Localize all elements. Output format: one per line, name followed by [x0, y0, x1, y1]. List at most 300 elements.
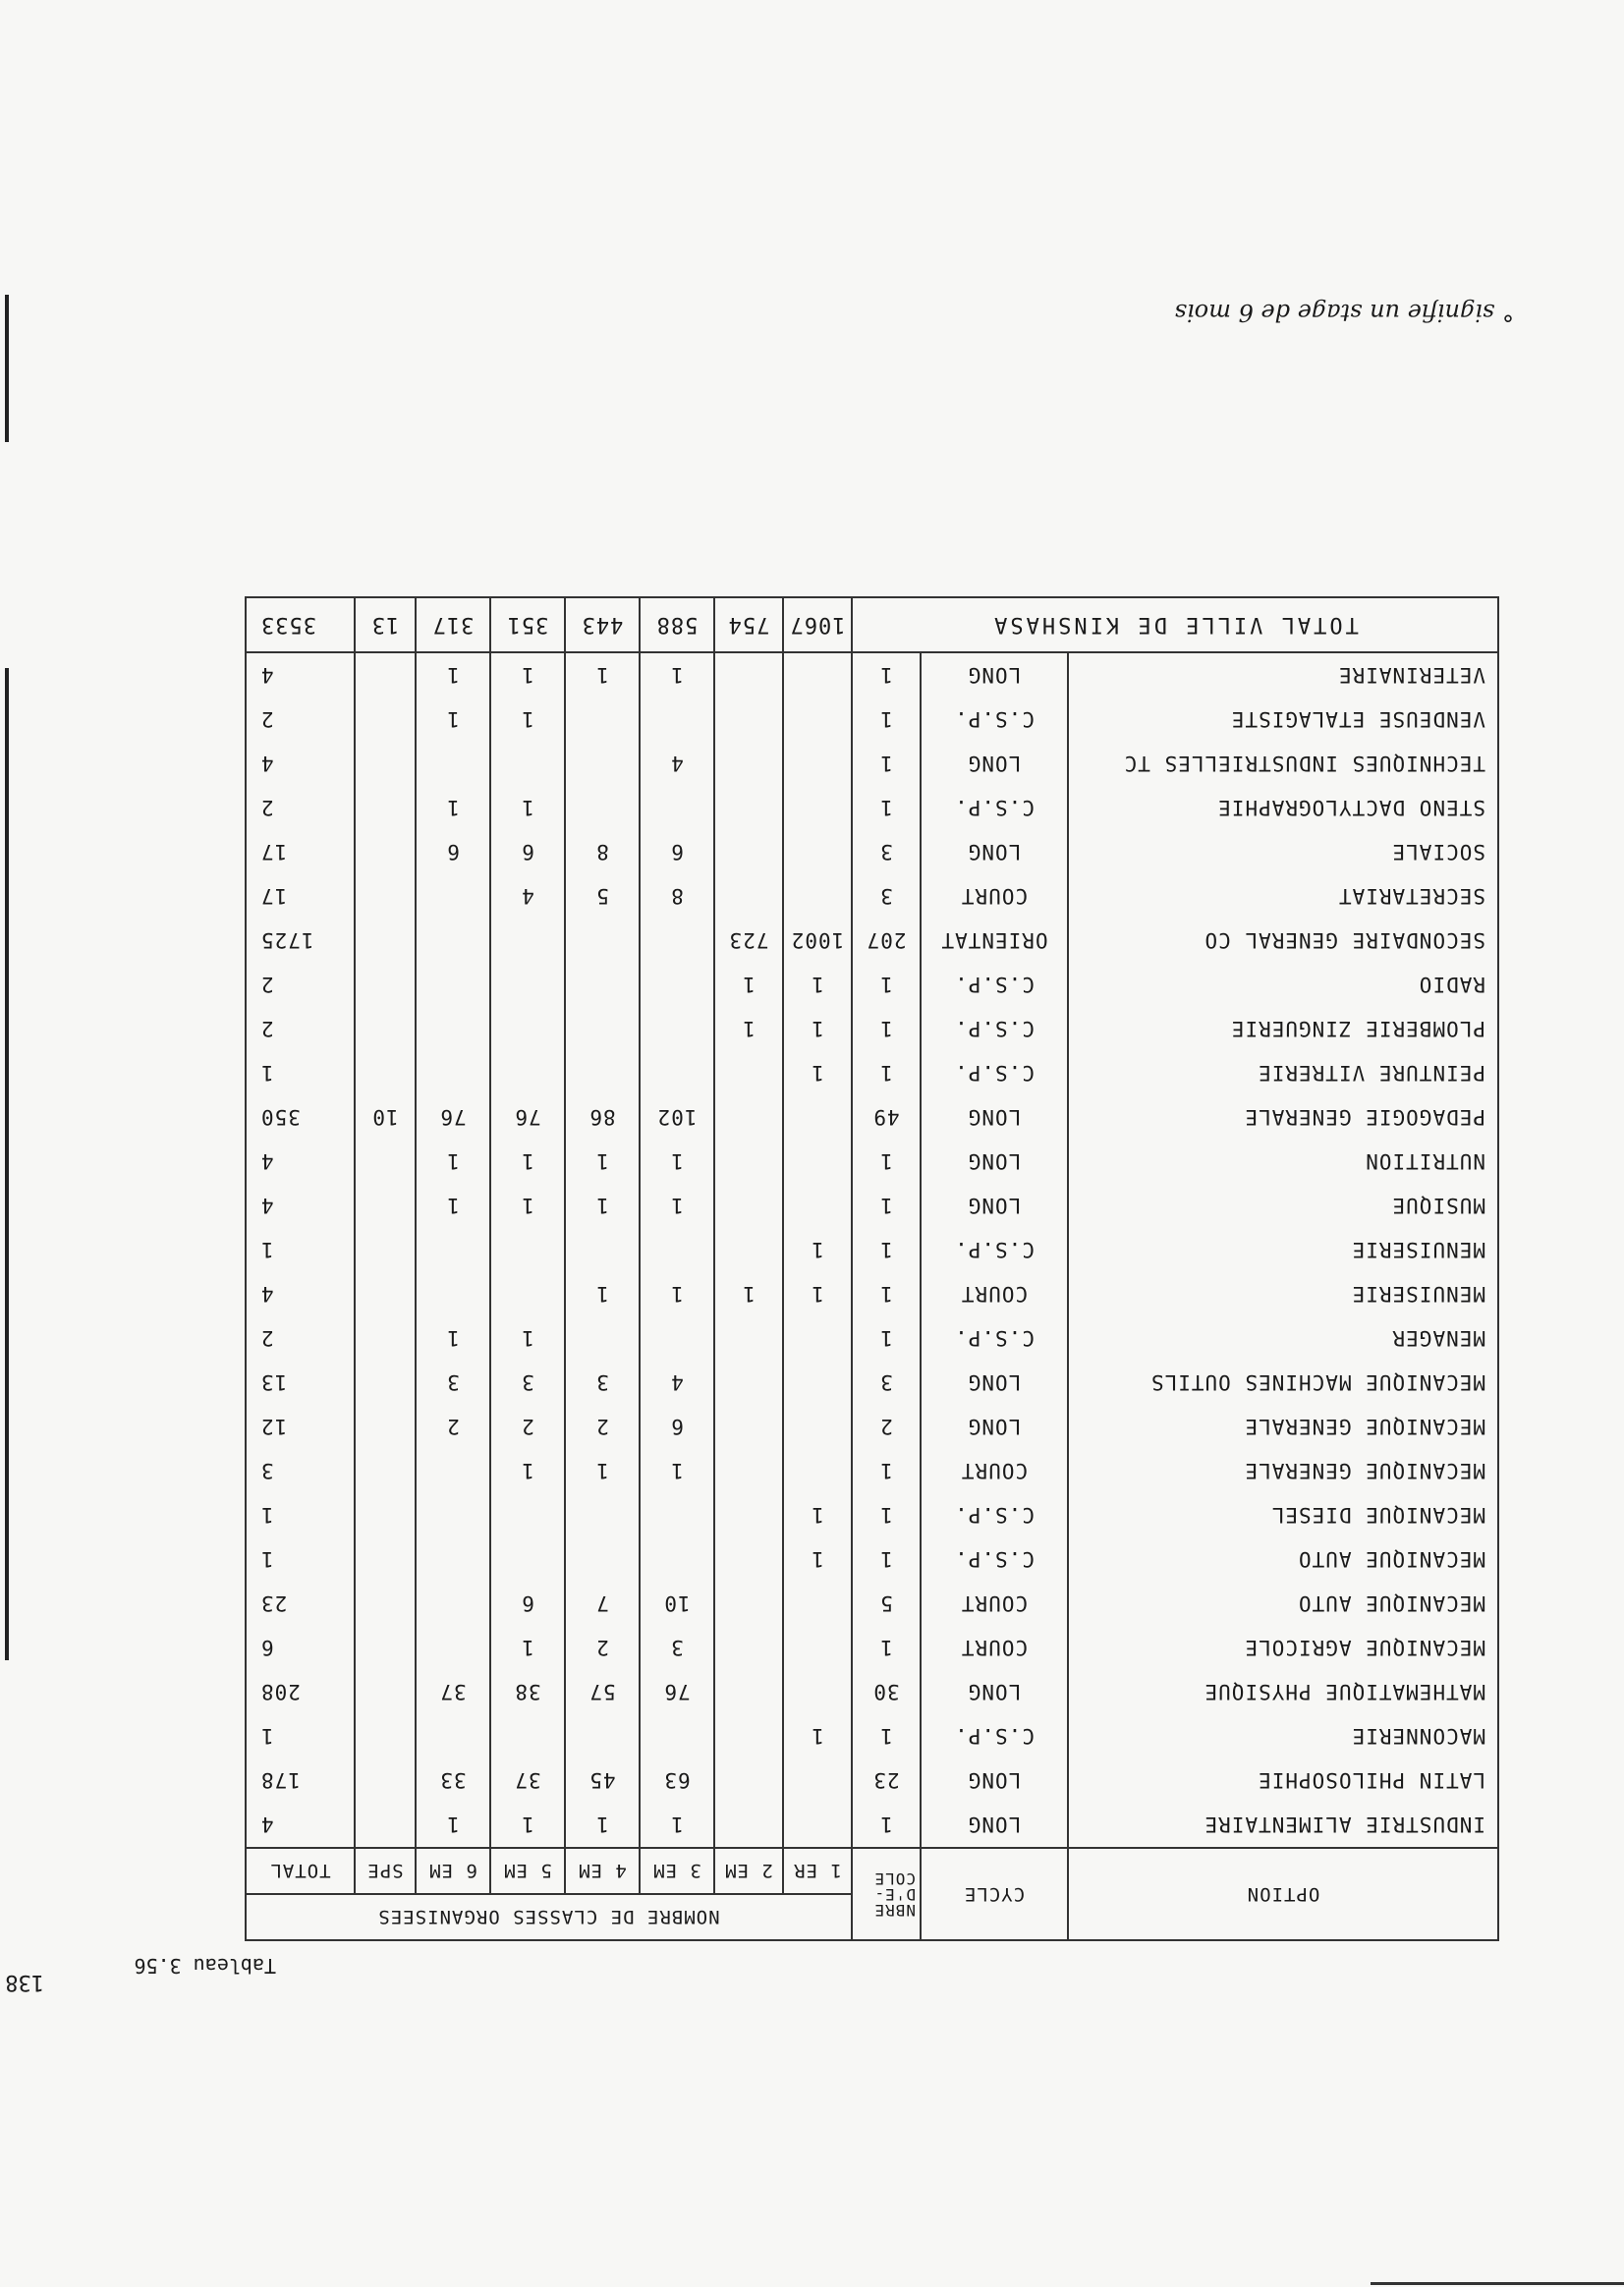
cell-c1: 1: [783, 1537, 852, 1582]
cell-c4: 1: [565, 1803, 640, 1848]
header-class-3: 4 EM: [565, 1848, 640, 1894]
cell-c6: 1: [416, 652, 490, 697]
cell-c2: [714, 786, 783, 830]
cell-c2: [714, 1582, 783, 1626]
cell-n: 1: [852, 1051, 921, 1095]
table-row: [246, 963, 1498, 1007]
cell-c5: [490, 919, 565, 963]
cell-c3: [640, 697, 714, 742]
cell-c1: [783, 742, 852, 786]
cell-n: 1: [852, 1007, 921, 1051]
total-label: TOTAL VILLE DE KINSHASA: [852, 597, 1498, 652]
cell-c2: [714, 1803, 783, 1848]
cell-c5: 1: [490, 1626, 565, 1670]
cell-c2: [714, 1714, 783, 1758]
cell-c3: 4: [640, 742, 714, 786]
total-c4: 443: [565, 597, 640, 652]
cell-c6: 37: [416, 1670, 490, 1714]
cell-n: 1: [852, 742, 921, 786]
cell-c2: [714, 697, 783, 742]
cell-c6: [416, 919, 490, 963]
cell-spe: [355, 1051, 416, 1095]
table-row: [246, 1493, 1498, 1537]
cell-spe: [355, 697, 416, 742]
cell-spe: [355, 1184, 416, 1228]
cell-c5: 37: [490, 1758, 565, 1803]
cell-total: 3: [246, 1449, 355, 1493]
cell-n: 1: [852, 1626, 921, 1670]
cell-c5: [490, 1051, 565, 1095]
cell-c3: [640, 1051, 714, 1095]
cell-spe: [355, 1316, 416, 1361]
cell-cycle: ORIENTAT: [921, 919, 1068, 963]
table-row: [246, 1361, 1498, 1405]
cell-c4: 1: [565, 1140, 640, 1184]
cell-spe: [355, 1272, 416, 1316]
cell-total: 2: [246, 697, 355, 742]
cell-c6: 1: [416, 1184, 490, 1228]
cell-c4: 8: [565, 830, 640, 874]
cell-c3: [640, 963, 714, 1007]
cell-c1: [783, 1361, 852, 1405]
cell-total: 2: [246, 963, 355, 1007]
cell-n: 23: [852, 1758, 921, 1803]
cell-total: 23: [246, 1582, 355, 1626]
cell-c2: [714, 1449, 783, 1493]
cell-c5: [490, 1228, 565, 1272]
cell-c5: 1: [490, 1140, 565, 1184]
cell-c2: [714, 742, 783, 786]
cell-total: 2: [246, 786, 355, 830]
cell-n: 1: [852, 1803, 921, 1848]
cell-c2: [714, 1140, 783, 1184]
cell-spe: [355, 1626, 416, 1670]
cell-total: 1: [246, 1714, 355, 1758]
cell-option: MATHEMATIQUE PHYSIQUE: [1068, 1670, 1498, 1714]
cell-c3: 63: [640, 1758, 714, 1803]
cell-n: 49: [852, 1095, 921, 1140]
cell-c5: 1: [490, 1803, 565, 1848]
cell-c1: [783, 1184, 852, 1228]
cell-c3: 76: [640, 1670, 714, 1714]
header-option: OPTION: [1068, 1848, 1498, 1940]
table-row: [246, 1184, 1498, 1228]
table-row: [246, 1316, 1498, 1361]
cell-c1: [783, 1670, 852, 1714]
cell-spe: [355, 1714, 416, 1758]
cell-c6: 76: [416, 1095, 490, 1140]
cell-c2: [714, 652, 783, 697]
cell-c1: [783, 830, 852, 874]
cell-spe: [355, 786, 416, 830]
cell-c5: 38: [490, 1670, 565, 1714]
table-row: [246, 1228, 1498, 1272]
cell-option: VETERINAIRE: [1068, 652, 1498, 697]
cell-spe: [355, 1803, 416, 1848]
cell-option: RADIO: [1068, 963, 1498, 1007]
cell-total: 178: [246, 1758, 355, 1803]
cell-c3: 1: [640, 1449, 714, 1493]
cell-spe: [355, 1582, 416, 1626]
cell-cycle: C.S.P.: [921, 963, 1068, 1007]
cell-cycle: COURT: [921, 1272, 1068, 1316]
cell-c5: [490, 1007, 565, 1051]
cell-option: MECANIQUE GENERALE: [1068, 1449, 1498, 1493]
header-class-4: 5 EM: [490, 1848, 565, 1894]
cell-c4: 86: [565, 1095, 640, 1140]
cell-n: 1: [852, 1272, 921, 1316]
cell-c5: 1: [490, 1316, 565, 1361]
table-row: [246, 1670, 1498, 1714]
table-row: [246, 1272, 1498, 1316]
cell-total: 4: [246, 1272, 355, 1316]
table-row: [246, 1714, 1498, 1758]
cell-c3: [640, 919, 714, 963]
cell-cycle: LONG: [921, 1095, 1068, 1140]
cell-option: MECANIQUE AUTO: [1068, 1537, 1498, 1582]
cell-n: 1: [852, 1228, 921, 1272]
cell-c5: [490, 1272, 565, 1316]
cell-total: 1: [246, 1228, 355, 1272]
cell-c1: [783, 652, 852, 697]
cell-n: 1: [852, 697, 921, 742]
cell-n: 1: [852, 1537, 921, 1582]
cell-spe: [355, 1670, 416, 1714]
cell-c2: [714, 1405, 783, 1449]
header-class-0: 1 ER: [783, 1848, 852, 1894]
header-class-2: 3 EM: [640, 1848, 714, 1894]
cell-c6: [416, 1493, 490, 1537]
cell-c4: 1: [565, 1449, 640, 1493]
total-c6: 317: [416, 597, 490, 652]
cell-c4: 5: [565, 874, 640, 919]
cell-n: 1: [852, 963, 921, 1007]
table-row: [246, 919, 1498, 963]
total-spe: 13: [355, 597, 416, 652]
cell-cycle: LONG: [921, 1803, 1068, 1848]
cell-n: 3: [852, 830, 921, 874]
cell-total: 1: [246, 1493, 355, 1537]
cell-c6: 1: [416, 786, 490, 830]
cell-c4: 57: [565, 1670, 640, 1714]
cell-option: MECANIQUE MACHINES OUTILS: [1068, 1361, 1498, 1405]
table-row: [246, 830, 1498, 874]
cell-cycle: C.S.P.: [921, 1051, 1068, 1095]
cell-c6: 6: [416, 830, 490, 874]
cell-option: MECANIQUE DIESEL: [1068, 1493, 1498, 1537]
total-total: 3533: [246, 597, 355, 652]
cell-c2: 1: [714, 1007, 783, 1051]
cell-c6: 1: [416, 1803, 490, 1848]
cell-n: 2: [852, 1405, 921, 1449]
cell-c3: [640, 1537, 714, 1582]
cell-option: PEDAGOGIE GENERALE: [1068, 1095, 1498, 1140]
cell-c2: 1: [714, 963, 783, 1007]
cell-total: 1725: [246, 919, 355, 963]
cell-c1: 1: [783, 1051, 852, 1095]
cell-c3: 10: [640, 1582, 714, 1626]
cell-c1: 1002: [783, 919, 852, 963]
cell-total: 1: [246, 1051, 355, 1095]
cell-c5: 4: [490, 874, 565, 919]
cell-c1: [783, 1626, 852, 1670]
cell-c5: 76: [490, 1095, 565, 1140]
cell-spe: [355, 1449, 416, 1493]
cell-c3: 1: [640, 1272, 714, 1316]
cell-cycle: C.S.P.: [921, 1493, 1068, 1537]
cell-cycle: C.S.P.: [921, 1537, 1068, 1582]
cell-cycle: LONG: [921, 1670, 1068, 1714]
cell-c6: [416, 1714, 490, 1758]
cell-total: 4: [246, 652, 355, 697]
cell-c4: 7: [565, 1582, 640, 1626]
cell-total: 6: [246, 1626, 355, 1670]
cell-cycle: C.S.P.: [921, 786, 1068, 830]
cell-c4: [565, 1316, 640, 1361]
cell-c2: [714, 830, 783, 874]
total-row: [246, 597, 1498, 652]
cell-c4: 2: [565, 1405, 640, 1449]
cell-c2: [714, 1095, 783, 1140]
cell-c6: 3: [416, 1361, 490, 1405]
cell-option: MECANIQUE AGRICOLE: [1068, 1626, 1498, 1670]
cell-total: 17: [246, 830, 355, 874]
cell-option: TECHNIQUES INDUSTRIELLES TC: [1068, 742, 1498, 786]
cell-spe: [355, 1140, 416, 1184]
cell-c5: [490, 1714, 565, 1758]
cell-c2: [714, 1493, 783, 1537]
cell-c6: 1: [416, 1316, 490, 1361]
cell-c5: 2: [490, 1405, 565, 1449]
cell-spe: [355, 1228, 416, 1272]
cell-total: 17: [246, 874, 355, 919]
table-row: [246, 1140, 1498, 1184]
cell-option: MUSIQUE: [1068, 1184, 1498, 1228]
cell-option: SECRETARIAT: [1068, 874, 1498, 919]
cell-cycle: COURT: [921, 1582, 1068, 1626]
cell-c1: [783, 1095, 852, 1140]
cell-total: 4: [246, 1184, 355, 1228]
cell-c6: [416, 1007, 490, 1051]
cell-total: 4: [246, 742, 355, 786]
cell-c4: [565, 1493, 640, 1537]
cell-c4: 3: [565, 1361, 640, 1405]
cell-total: 350: [246, 1095, 355, 1140]
cell-c2: [714, 1051, 783, 1095]
table-row: [246, 1537, 1498, 1582]
total-c5: 351: [490, 597, 565, 652]
cell-n: 5: [852, 1582, 921, 1626]
cell-c3: [640, 1007, 714, 1051]
cell-c1: 1: [783, 1007, 852, 1051]
cell-c5: 6: [490, 1582, 565, 1626]
cell-c4: [565, 919, 640, 963]
cell-spe: [355, 742, 416, 786]
cell-c4: [565, 1051, 640, 1095]
cell-c5: 1: [490, 1449, 565, 1493]
cell-c6: [416, 874, 490, 919]
cell-spe: [355, 1361, 416, 1405]
cell-spe: [355, 830, 416, 874]
cell-spe: [355, 1007, 416, 1051]
cell-option: PEINTURE VITRERIE: [1068, 1051, 1498, 1095]
cell-n: 3: [852, 874, 921, 919]
cell-c3: 1: [640, 1184, 714, 1228]
cell-n: 1: [852, 1140, 921, 1184]
cell-c4: [565, 1714, 640, 1758]
total-c3: 588: [640, 597, 714, 652]
cell-option: STENO DACTYLOGRAPHIE: [1068, 786, 1498, 830]
cell-total: 208: [246, 1670, 355, 1714]
table-caption: Tableau 3.56: [134, 1954, 276, 1978]
cell-n: 1: [852, 1184, 921, 1228]
cell-c4: [565, 1537, 640, 1582]
cell-c4: 1: [565, 652, 640, 697]
cell-c1: [783, 874, 852, 919]
cell-c6: [416, 1051, 490, 1095]
cell-option: MACONNERIE: [1068, 1714, 1498, 1758]
cell-cycle: LONG: [921, 652, 1068, 697]
cell-c5: 1: [490, 1184, 565, 1228]
cell-c2: [714, 1361, 783, 1405]
footnote: ° signifie un stage de 6 mois: [1174, 299, 1514, 326]
header-class-5: 6 EM: [416, 1848, 490, 1894]
cell-n: 1: [852, 1493, 921, 1537]
cell-spe: [355, 874, 416, 919]
cell-c1: [783, 1803, 852, 1848]
cell-c3: 1: [640, 1140, 714, 1184]
cell-c1: 1: [783, 1714, 852, 1758]
cell-c2: [714, 1316, 783, 1361]
cell-c6: [416, 1582, 490, 1626]
cell-option: MECANIQUE GENERALE: [1068, 1405, 1498, 1449]
cell-c5: [490, 963, 565, 1007]
cell-c1: 1: [783, 963, 852, 1007]
cell-c6: [416, 1272, 490, 1316]
cell-c4: [565, 1007, 640, 1051]
cell-n: 3: [852, 1361, 921, 1405]
cell-c5: 1: [490, 786, 565, 830]
cell-c3: [640, 1714, 714, 1758]
cell-total: 12: [246, 1405, 355, 1449]
table-row: [246, 1449, 1498, 1493]
cell-total: 4: [246, 1140, 355, 1184]
cell-c6: 1: [416, 697, 490, 742]
cell-c1: [783, 1140, 852, 1184]
cell-c1: 1: [783, 1493, 852, 1537]
cell-c6: [416, 1626, 490, 1670]
cell-spe: 10: [355, 1095, 416, 1140]
cell-c2: 1: [714, 1272, 783, 1316]
cell-option: INDUSTRIE ALIMENTAIRE: [1068, 1803, 1498, 1848]
cell-c2: [714, 1228, 783, 1272]
header-group: NOMBRE DE CLASSES ORGANISEES: [246, 1894, 852, 1940]
cell-c5: [490, 1537, 565, 1582]
cell-c3: 4: [640, 1361, 714, 1405]
table-container: [247, 596, 1499, 1941]
scan-edge-rule: [1371, 2282, 1624, 2285]
cell-c1: [783, 697, 852, 742]
table-row: [246, 1626, 1498, 1670]
cell-spe: [355, 1405, 416, 1449]
cell-c3: 3: [640, 1626, 714, 1670]
cell-c4: 45: [565, 1758, 640, 1803]
cell-c5: 3: [490, 1361, 565, 1405]
cell-cycle: C.S.P.: [921, 697, 1068, 742]
cell-c1: 1: [783, 1228, 852, 1272]
cell-c4: 1: [565, 1272, 640, 1316]
cell-cycle: C.S.P.: [921, 1714, 1068, 1758]
cell-c6: 33: [416, 1758, 490, 1803]
cell-c5: 1: [490, 652, 565, 697]
cell-total: 1: [246, 1537, 355, 1582]
table-row: [246, 1582, 1498, 1626]
cell-spe: [355, 963, 416, 1007]
cell-cycle: LONG: [921, 742, 1068, 786]
cell-n: 1: [852, 1714, 921, 1758]
total-c1: 1067: [783, 597, 852, 652]
cell-spe: [355, 1537, 416, 1582]
table-row: [246, 1405, 1498, 1449]
cell-c5: 1: [490, 697, 565, 742]
cell-c1: [783, 786, 852, 830]
cell-option: MENUISERIE: [1068, 1272, 1498, 1316]
cell-c3: [640, 1316, 714, 1361]
table-body: [246, 652, 1498, 1848]
page-number: 138: [5, 1970, 44, 1994]
cell-option: VENDEUSE ETALAGISTE: [1068, 697, 1498, 742]
cell-n: 1: [852, 652, 921, 697]
cell-total: 13: [246, 1361, 355, 1405]
cell-n: 1: [852, 786, 921, 830]
cell-total: 2: [246, 1316, 355, 1361]
cell-c4: [565, 742, 640, 786]
cell-c3: 6: [640, 830, 714, 874]
cell-c2: [714, 1758, 783, 1803]
cell-cycle: LONG: [921, 1361, 1068, 1405]
cell-c4: [565, 697, 640, 742]
cell-option: PLOMBERIE ZINGUERIE: [1068, 1007, 1498, 1051]
cell-c3: [640, 1228, 714, 1272]
cell-spe: [355, 919, 416, 963]
cell-c1: [783, 1316, 852, 1361]
cell-cycle: COURT: [921, 1626, 1068, 1670]
cell-c6: 2: [416, 1405, 490, 1449]
cell-c4: [565, 786, 640, 830]
cell-c4: [565, 1228, 640, 1272]
cell-c5: [490, 1493, 565, 1537]
cell-cycle: C.S.P.: [921, 1228, 1068, 1272]
cell-c6: [416, 1228, 490, 1272]
table-row: [246, 697, 1498, 742]
table-row: [246, 1803, 1498, 1848]
table-row: [246, 1758, 1498, 1803]
cell-c3: 102: [640, 1095, 714, 1140]
cell-n: 1: [852, 1449, 921, 1493]
cell-option: LATIN PHILOSOPHIE: [1068, 1758, 1498, 1803]
cell-c2: [714, 874, 783, 919]
scan-edge-mark: [5, 295, 9, 442]
classes-table: [245, 596, 1499, 1941]
cell-n: 1: [852, 1316, 921, 1361]
cell-c2: [714, 1537, 783, 1582]
cell-spe: [355, 1493, 416, 1537]
cell-cycle: LONG: [921, 1405, 1068, 1449]
cell-c1: [783, 1758, 852, 1803]
cell-c4: 1: [565, 1184, 640, 1228]
cell-cycle: LONG: [921, 1140, 1068, 1184]
cell-c6: [416, 742, 490, 786]
